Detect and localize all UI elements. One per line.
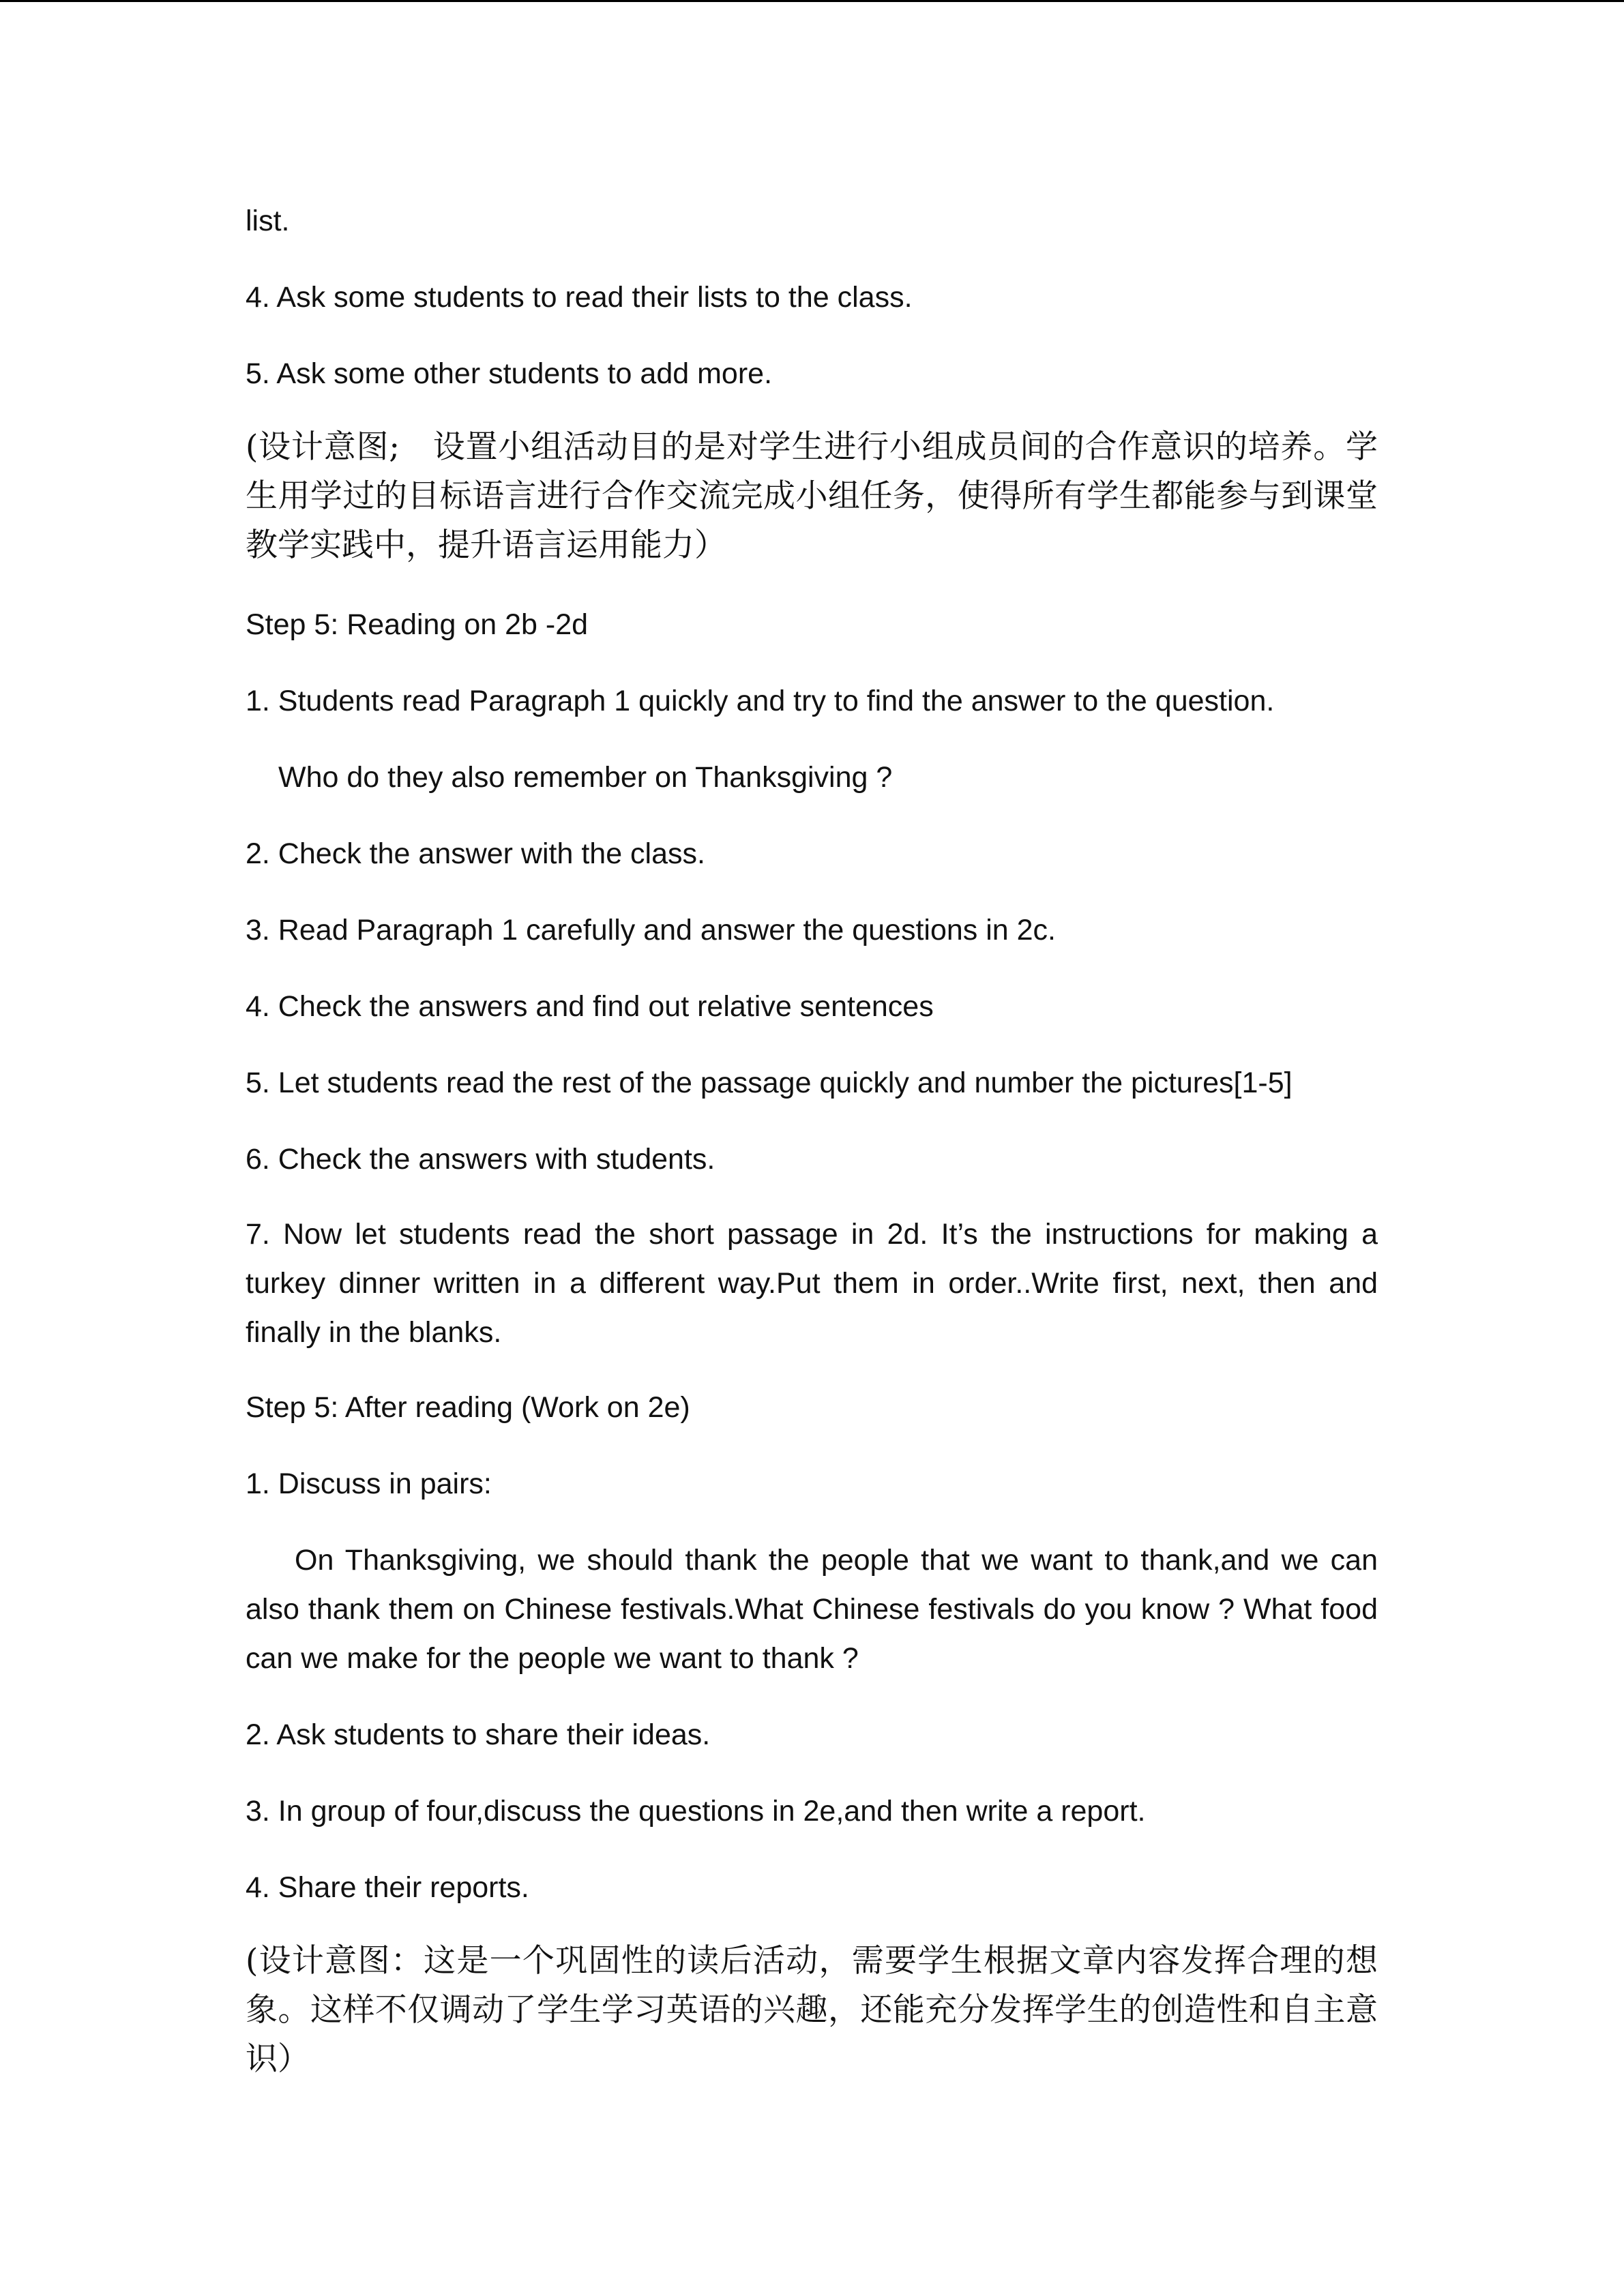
text-line: 3. Read Paragraph 1 carefully and answer the questions in 2c. xyxy=(246,914,1057,946)
text-line: 4. Ask some students to read their lists to the class. xyxy=(246,281,913,314)
text-line: 2. Check the answer with the class. xyxy=(246,837,705,870)
step-heading: Step 5: After reading (Work on 2e) xyxy=(246,1391,690,1424)
text-line: 3. In group of four,discuss the questions in 2e,and then write a report. xyxy=(246,1795,1146,1828)
text-line: 5. Let students read the rest of the passage quickly and number the pictures[1-5] xyxy=(246,1067,1293,1099)
text-line: 2. Ask students to share their ideas. xyxy=(246,1718,711,1751)
text-line: 4. Share their reports. xyxy=(246,1871,529,1904)
text-line: 5. Ask some other students to add more. xyxy=(246,357,773,390)
design-intent-note: (设计意图：这是一个巩固性的读后活动，需要学生根据文章内容发挥合理的想象。这样不仅调动了学生学习英语的兴趣，还能充分发挥学生的创造性和自主意识） xyxy=(246,1942,1378,2078)
text-line: 6. Check the answers with students. xyxy=(246,1143,715,1176)
paragraph: On Thanksgiving, we should thank the people that we want to thank,and we can also thank them on Chinese festivals.What Chinese festivals do you know ? What food can we make for the people we want to thank ? xyxy=(246,1544,1378,1675)
paragraph: 7. Now let students read the short passage in 2d. It’s the instructions for making a turkey dinner written in a different way.Put them in order..Write first, next, then and finally in the blanks. xyxy=(246,1218,1378,1349)
text-line: 1. Discuss in pairs: xyxy=(246,1467,492,1500)
text-line: 4. Check the answers and find out relative sentences xyxy=(246,990,934,1023)
text-line: 1. Students read Paragraph 1 quickly and try to find the answer to the question. xyxy=(246,685,1275,717)
step-heading: Step 5: Reading on 2b -2d xyxy=(246,608,589,641)
question-line: Who do they also remember on Thanksgiving ? xyxy=(278,761,893,794)
design-intent-note: (设计意图; 设置小组活动目的是对学生进行小组成员间的合作意识的培养。学生用学过的目标语言进行合作交流完成小组任务，使得所有学生都能参与到课堂教学实践中，提升语言运用能力） xyxy=(246,428,1378,564)
text-line: list. xyxy=(246,205,290,237)
